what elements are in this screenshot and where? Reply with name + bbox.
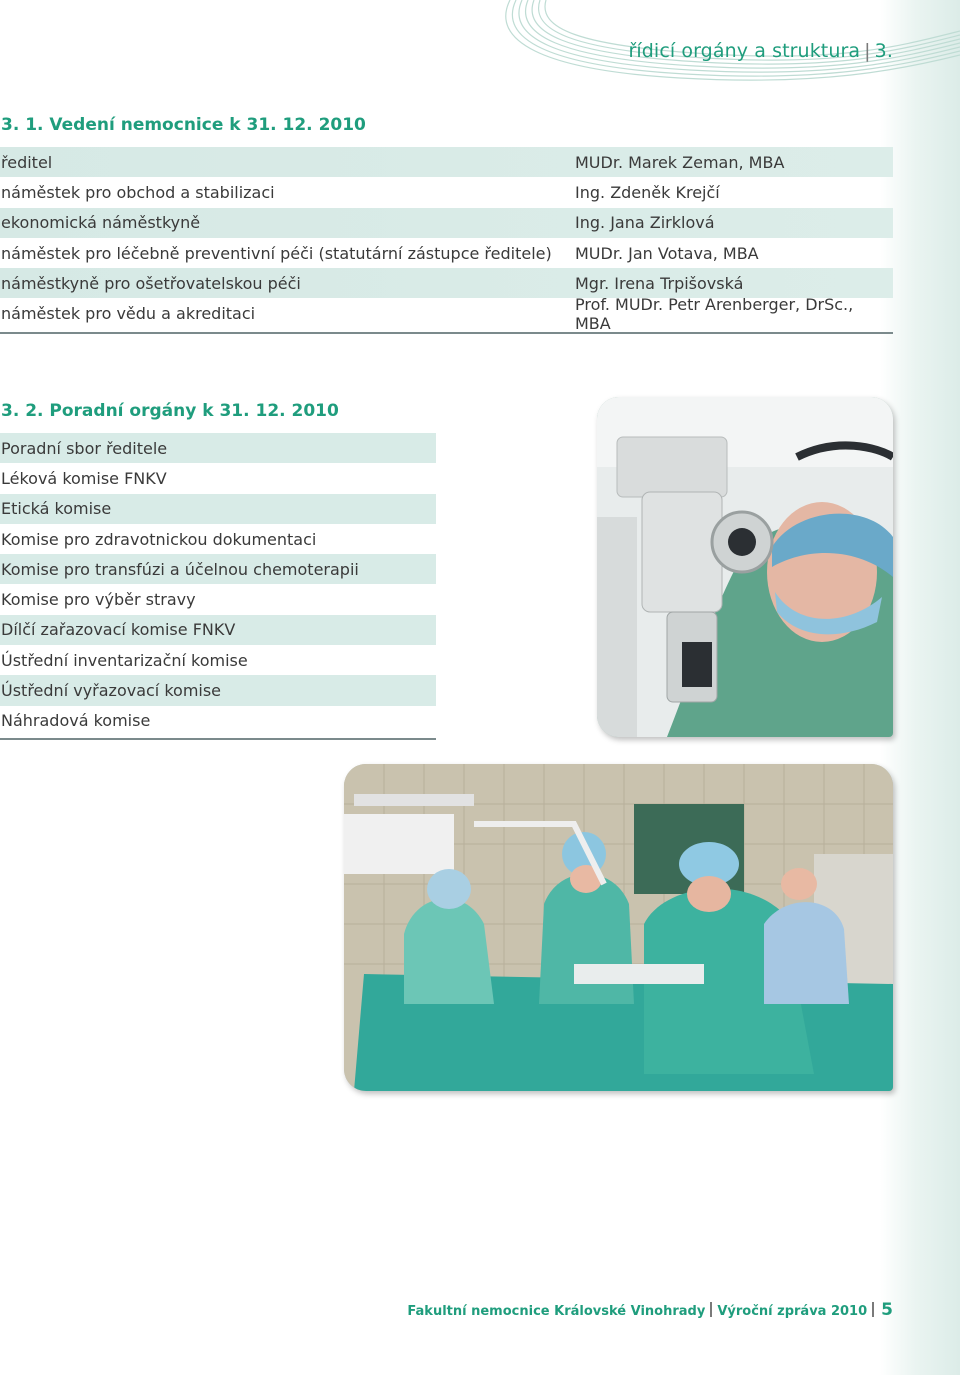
page-footer	[407, 1300, 893, 1320]
list-item: Komise pro zdravotnickou dokumentaci	[1, 529, 317, 549]
footer-hospital: Fakultní nemocnice Královské Vinohrady	[407, 1304, 706, 1319]
list-item: Etická komise	[0, 494, 436, 524]
list-item: Léková komise FNKV	[1, 468, 167, 488]
person-cell: Ing. Jana Zirklová	[575, 213, 715, 233]
list-item: Dílčí zařazovací komise FNKV	[0, 615, 436, 645]
person-cell: MUDr. Jan Votava, MBA	[575, 243, 759, 263]
table-row	[0, 294, 893, 333]
management-table	[0, 147, 893, 334]
header-title: řídicí orgány a struktura	[628, 40, 861, 62]
boards-section-title: 3. 2. Poradní orgány k 31. 12. 2010	[1, 401, 339, 421]
role-cell: náměstek pro obchod a stabilizaci	[1, 182, 275, 202]
list-bottom-rule	[0, 738, 436, 740]
table-row	[0, 177, 893, 207]
table-row	[0, 238, 893, 268]
person-cell: Ing. Zdeněk Krejčí	[575, 182, 720, 202]
role-cell: náměstkyně pro ošetřovatelskou péči	[1, 273, 301, 293]
footer-separator	[710, 1302, 712, 1317]
page-number: 5	[881, 1300, 893, 1320]
role-cell: ekonomická náměstkyně	[1, 213, 201, 233]
footer-separator	[872, 1302, 874, 1317]
list-item: Komise pro transfúzi a účelnou chemoterapii	[0, 554, 436, 584]
role-cell: náměstek pro léčebně preventivní péči (statutární zástupce ředitele)	[1, 243, 552, 263]
person-cell: Mgr. Irena Trpišovská	[575, 273, 744, 293]
boards-list	[0, 433, 436, 740]
operating-room-photo	[344, 764, 893, 1091]
table-row	[0, 147, 893, 177]
person-cell: MUDr. Marek Zeman, MBA	[575, 152, 785, 172]
role-cell: náměstek pro vědu a akreditaci	[1, 304, 256, 324]
person-cell: Prof. MUDr. Petr Arenberger, DrSc., MBA	[575, 294, 854, 333]
header-separator: |	[864, 40, 871, 62]
table-row	[0, 208, 893, 238]
list-item: Ústřední inventarizační komise	[1, 650, 248, 670]
running-header	[628, 40, 893, 62]
list-item: Ústřední vyřazovací komise	[0, 675, 436, 705]
list-item: Náhradová komise	[1, 711, 151, 731]
management-section-title: 3. 1. Vedení nemocnice k 31. 12. 2010	[1, 115, 366, 135]
surgeon-microscope-photo	[597, 397, 893, 737]
list-item: Komise pro výběr stravy	[1, 590, 196, 610]
footer-report: Výroční zpráva 2010	[717, 1304, 868, 1319]
header-chapter: 3.	[874, 40, 893, 62]
role-cell: ředitel	[1, 152, 53, 172]
list-item: Poradní sbor ředitele	[0, 433, 436, 463]
